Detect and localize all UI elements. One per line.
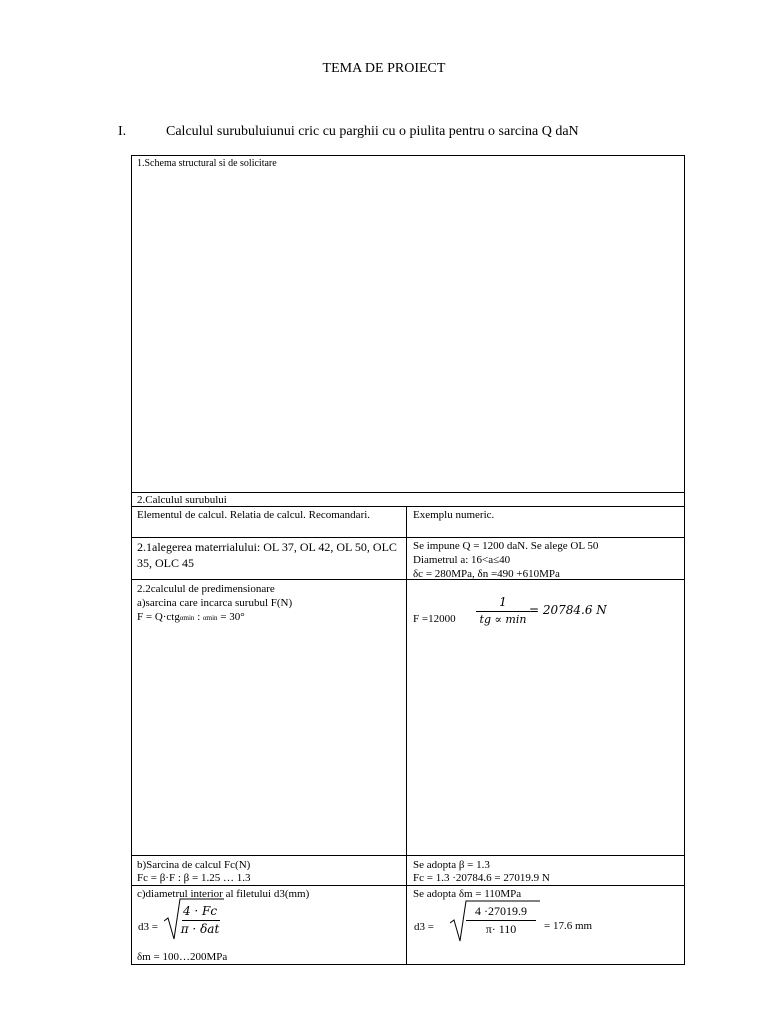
d3-denominator: π· 110	[485, 922, 517, 936]
force-result: = 20784.6 N	[529, 603, 607, 617]
table-left-border	[131, 492, 132, 965]
box1-left-border	[131, 155, 132, 493]
row-divider	[131, 579, 685, 580]
row4-right-d3: d3 =	[414, 921, 434, 933]
row4-left-line3: δm = 100…200MPa	[137, 951, 228, 963]
header-right: Exemplu numeric.	[413, 509, 495, 521]
d3-fraction-bar	[466, 920, 536, 921]
row2-left-line3	[137, 610, 245, 625]
row3-right-line2: Fc = 1.3 ·20784.6 = 27019.9 N	[413, 872, 550, 884]
box1-top-border	[131, 155, 685, 156]
row2-right-prefix: F =12000	[413, 613, 456, 625]
row2-left-line2: a)sarcina care incarca surubul F(N)	[137, 597, 293, 609]
row-divider	[131, 885, 685, 886]
row-divider	[131, 537, 685, 538]
alpha-subscript: αmin	[203, 614, 218, 622]
header-left: Elementul de calcul. Relatia de calcul. Recomandari.	[137, 509, 371, 521]
angle-value: = 30°	[217, 611, 245, 623]
row2-left-line1: 2.2calculul de predimensionare	[137, 583, 275, 595]
separator: :	[194, 611, 203, 623]
row1-right-line2: Diametrul a: 16<a≤40	[413, 554, 511, 566]
row4-right-line1: Se adopta δm = 110MPa	[413, 888, 522, 900]
section-heading: Calculul surubuluiunui cric cu parghii cu o piulita pentru o sarcina Q daN	[166, 124, 579, 139]
table-bottom-border	[131, 964, 685, 965]
table-title: 2.Calculul surubului	[137, 494, 227, 506]
document-title: TEMA DE PROIECT	[322, 61, 446, 76]
row3-left-line2: Fc = β·F : β = 1.25 … 1.3	[137, 872, 251, 884]
row4-left-d3: d3 =	[138, 921, 158, 933]
section-number: I.	[118, 124, 127, 139]
row-divider	[131, 855, 685, 856]
box1-label: 1.Schema structural si de solicitare	[137, 158, 277, 169]
row4-left-line1: c)diametrul interior al filetului d3(mm)	[137, 888, 310, 900]
box1-right-border	[684, 155, 685, 493]
d3-numerator: 4 ·27019.9	[475, 904, 527, 918]
d3-denominator: π · δat	[180, 922, 220, 936]
d3-fraction-bar	[182, 920, 220, 921]
row3-left-line1: b)Sarcina de calcul Fc(N)	[137, 859, 251, 871]
force-formula: F = Q·ctg	[137, 611, 180, 623]
row3-right-line1: Se adopta β = 1.3	[413, 859, 490, 871]
row1-right-line1: Se impune Q = 1200 daN. Se alege OL 50	[413, 540, 599, 552]
fraction-bar	[476, 611, 530, 612]
d3-numerator: 4 · Fc	[182, 904, 218, 918]
d3-result: = 17.6 mm	[544, 920, 593, 932]
row1-left: 2.1alegerea materrialului: OL 37, OL 42, OL 50, OLC 35, OLC 45	[137, 540, 397, 570]
column-divider	[406, 506, 407, 964]
row1-right-line3: δc = 280MPa, δn =490 +610MPa	[413, 568, 560, 580]
fraction-denominator: tg ∝ min	[479, 613, 527, 626]
table-right-border	[684, 492, 685, 965]
fraction-numerator: 1	[499, 595, 507, 609]
alpha-subscript: αmin	[179, 614, 195, 622]
